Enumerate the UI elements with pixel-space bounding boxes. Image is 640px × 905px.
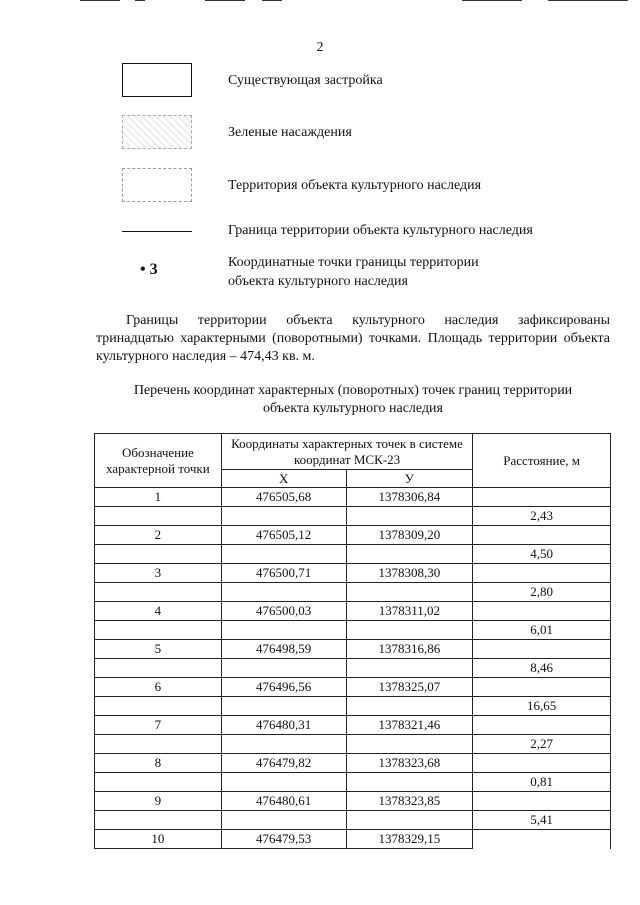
scan-line [80, 0, 120, 1]
point-number: 3 [95, 564, 222, 583]
empty-cell [221, 697, 346, 716]
x-coordinate: 476505,12 [221, 526, 346, 545]
y-coordinate: 1378309,20 [346, 526, 473, 545]
empty-cell [95, 735, 222, 754]
empty-cell [221, 811, 346, 830]
table-row-distance [95, 545, 611, 564]
scan-line [205, 0, 245, 1]
legend-label-line2: объекта культурного наследия [228, 274, 408, 289]
empty-cell [346, 811, 473, 830]
scan-line [262, 0, 282, 1]
x-coordinate: 476496,56 [221, 678, 346, 697]
header-point: Обозначение характерной точки [95, 434, 222, 488]
point-number: 7 [95, 716, 222, 735]
distance-value: 0,81 [473, 773, 611, 792]
table-row-distance [95, 583, 611, 602]
header-y: У [346, 470, 473, 488]
table-row [95, 488, 611, 507]
distance-cell-blank [473, 602, 611, 621]
empty-cell [346, 545, 473, 564]
empty-cell [95, 621, 222, 640]
legend-label: Зеленые насаждения [228, 125, 352, 140]
scan-line [462, 0, 522, 1]
empty-cell [221, 545, 346, 564]
scan-line [135, 0, 145, 1]
distance-cell-blank [473, 754, 611, 773]
distance-value: 2,80 [473, 583, 611, 602]
point-number: 9 [95, 792, 222, 811]
point-number: 8 [95, 754, 222, 773]
empty-cell [346, 621, 473, 640]
empty-cell [221, 659, 346, 678]
empty-cell [346, 659, 473, 678]
distance-value: 4,50 [473, 545, 611, 564]
point-number: 10 [95, 830, 222, 849]
building-swatch [122, 63, 192, 97]
page-number: 2 [316, 40, 324, 55]
point-number: 4 [95, 602, 222, 621]
empty-cell [95, 659, 222, 678]
table-body [95, 488, 611, 849]
distance-value: 2,27 [473, 735, 611, 754]
distance-cell-blank [473, 716, 611, 735]
point-marker: • 3 [140, 261, 158, 278]
empty-cell [346, 697, 473, 716]
empty-cell [95, 583, 222, 602]
caption-line: Перечень координат характерных (поворотных) точек границ территории [133, 383, 573, 398]
legend-label: Граница территории объекта культурного наследия [228, 223, 533, 238]
table-row [95, 754, 611, 773]
table-row [95, 640, 611, 659]
y-coordinate: 1378311,02 [346, 602, 473, 621]
distance-cell-blank [473, 488, 611, 507]
point-number: 6 [95, 678, 222, 697]
empty-cell [221, 583, 346, 602]
distance-value: 2,43 [473, 507, 611, 526]
scan-line [548, 0, 628, 1]
x-coordinate: 476505,68 [221, 488, 346, 507]
table-row-distance [95, 659, 611, 678]
y-coordinate: 1378323,85 [346, 792, 473, 811]
empty-cell [95, 545, 222, 564]
header-distance: Расстояние, м [473, 434, 611, 488]
empty-cell [95, 811, 222, 830]
table-row [95, 678, 611, 697]
table-row-distance [95, 773, 611, 792]
x-coordinate: 476480,61 [221, 792, 346, 811]
empty-cell [221, 507, 346, 526]
point-number: 2 [95, 526, 222, 545]
x-coordinate: 476500,03 [221, 602, 346, 621]
empty-cell [221, 735, 346, 754]
distance-cell-blank [473, 830, 611, 849]
y-coordinate: 1378329,15 [346, 830, 473, 849]
empty-cell [221, 773, 346, 792]
empty-cell [346, 735, 473, 754]
y-coordinate: 1378321,46 [346, 716, 473, 735]
distance-value: 8,46 [473, 659, 611, 678]
distance-value: 6,01 [473, 621, 611, 640]
distance-cell-blank [473, 526, 611, 545]
coordinates-table [94, 433, 611, 849]
distance-cell-blank [473, 792, 611, 811]
distance-cell-blank [473, 640, 611, 659]
green-swatch [122, 115, 192, 149]
x-coordinate: 476479,82 [221, 754, 346, 773]
table-row [95, 602, 611, 621]
empty-cell [346, 583, 473, 602]
empty-cell [346, 773, 473, 792]
y-coordinate: 1378308,30 [346, 564, 473, 583]
table-row [95, 716, 611, 735]
table-row-distance [95, 735, 611, 754]
legend-label-line1: Координатные точки границы территории [228, 255, 479, 270]
legend-label: Существующая застройка [228, 73, 383, 88]
point-number: 1 [95, 488, 222, 507]
y-coordinate: 1378306,84 [346, 488, 473, 507]
point-number: 5 [95, 640, 222, 659]
description-paragraph: Границы территории объекта культурного наследия зафиксированы тринадцатью характерными (поворотными) точками. Площадь территории объекта культурного наследия – 474,43 кв. м. [96, 313, 610, 364]
distance-value: 16,65 [473, 697, 611, 716]
table-caption [96, 382, 610, 418]
y-coordinate: 1378323,68 [346, 754, 473, 773]
empty-cell [95, 773, 222, 792]
distance-cell-blank [473, 678, 611, 697]
empty-cell [95, 507, 222, 526]
x-coordinate: 476480,31 [221, 716, 346, 735]
x-coordinate: 476479,53 [221, 830, 346, 849]
distance-cell-blank [473, 564, 611, 583]
x-coordinate: 476500,71 [221, 564, 346, 583]
y-coordinate: 1378316,86 [346, 640, 473, 659]
table-row [95, 792, 611, 811]
header-x: X [221, 470, 346, 488]
table-row [95, 830, 611, 849]
empty-cell [221, 621, 346, 640]
table-row-distance [95, 811, 611, 830]
caption-line: объекта культурного наследия [263, 401, 443, 416]
legend-label: Территория объекта культурного наследия [228, 178, 482, 193]
table-row [95, 564, 611, 583]
empty-cell [346, 507, 473, 526]
table-row-distance [95, 697, 611, 716]
y-coordinate: 1378325,07 [346, 678, 473, 697]
distance-value: 5,41 [473, 811, 611, 830]
territory-swatch [122, 168, 192, 202]
table-row [95, 526, 611, 545]
table-row-distance [95, 507, 611, 526]
table-row-distance [95, 621, 611, 640]
x-coordinate: 476498,59 [221, 640, 346, 659]
header-coords: Координаты характерных точек в системе координат МСК-23 [221, 434, 472, 470]
boundary-line-swatch [122, 231, 192, 232]
empty-cell [95, 697, 222, 716]
